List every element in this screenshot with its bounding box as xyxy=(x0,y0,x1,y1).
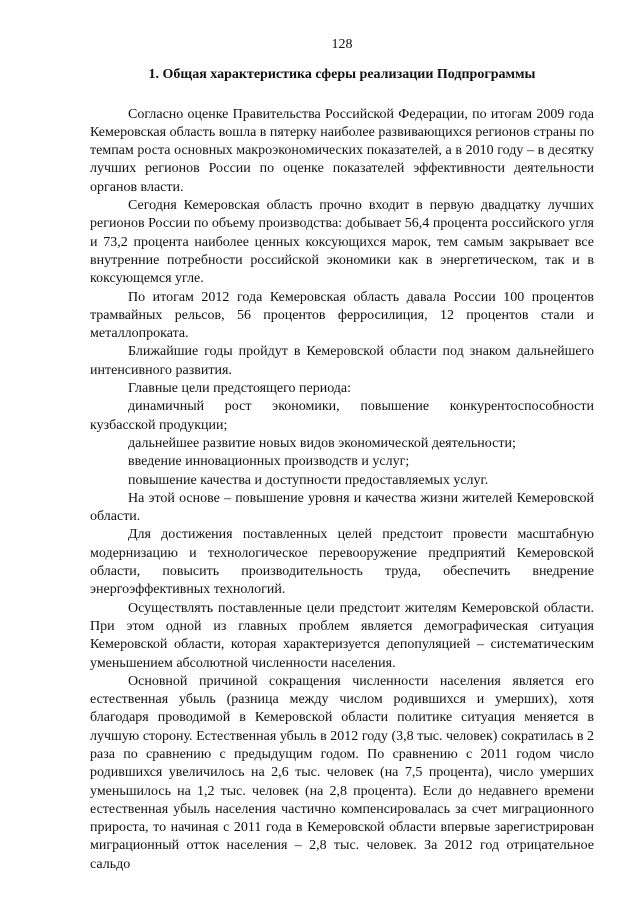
paragraph: На этой основе – повышение уровня и качества жизни жителей Кемеровской области. xyxy=(90,490,594,525)
paragraph: Основной причиной сокращения численности населения является его естественная убыль (разница между числом родившихся и умерших), хотя благодаря проводимой в Кемеровской области политике ситуация меняется в лучшую сторону. Естественная убыль в 2012 году (3,8 тыс. человек) сократилась в 2 раза по сравнению с предыдущим годом. По сравнению с 2011 годом число родившихся увеличилось на 2,6 тыс. человек (на 7,5 процента), число умерших уменьшилось на 1,2 тыс. человек (на 2,8 процента). Если до недавнего времени естественная убыль населения частично компенсировалась за счет миграционного прироста, то начиная с 2011 года в Кемеровской области впервые зарегистрирован миграционный отток населения – 2,8 тыс. человек. За 2012 год отрицательное сальдо xyxy=(90,673,594,872)
list-item: повышение качества и доступности предоставляемых услуг. xyxy=(128,472,489,488)
paragraph: Осуществлять поставленные цели предстоит жителям Кемеровской области. При этом одной из главных проблем является демографическая ситуация Кемеровской области, которая характеризуется депопуляцией – систематическим уменьшением абсолютной численности населения. xyxy=(90,600,594,671)
paragraph: Согласно оценке Правительства Российской Федерации, по итогам 2009 года Кемеровская область вошла в пятерку наиболее развивающихся регионов страны по темпам роста основных макроэкономических показателей, а в 2010 году – в десятку лучших регионов России по оценке показателей эффективности деятельности органов власти. xyxy=(90,106,594,195)
paragraph: Главные цели предстоящего периода: xyxy=(128,381,352,397)
list-item: дальнейшее развитие новых видов экономической деятельности; xyxy=(128,435,516,451)
paragraph: Сегодня Кемеровская область прочно входит в первую двадцатку лучших регионов России по объему производства: добывает 56,4 процента российского угля и 73,2 процента наиболее ценных коксующихся марок, тем самым закрывает все внутренние потребности российской экономики как в энергетическом, так и в коксующемся угле. xyxy=(90,198,594,287)
document-page xyxy=(90,36,594,874)
paragraph: Ближайшие годы пройдут в Кемеровской области под знаком дальнейшего интенсивного развития. xyxy=(90,344,594,378)
paragraph: Для достижения поставленных целей предстоит провести масштабную модернизацию и технологическое перевооружение предприятий Кемеровской области, повысить производительность труда, обеспечить внедрение энергоэффективных технологий. xyxy=(90,527,594,598)
page-number: 128 xyxy=(331,37,353,52)
paragraph: По итогам 2012 года Кемеровская область давала России 100 процентов трамвайных рельсов, 56 процентов ферросилиция, 12 процентов стали и металлопроката. xyxy=(90,289,594,342)
section-heading: 1. Общая характеристика сферы реализации Подпрограммы xyxy=(148,67,536,83)
list-item: динамичный рост экономики, повышение конкурентоспособности кузбасской продукции; xyxy=(90,399,594,433)
list-item: введение инновационных производств и услуг; xyxy=(128,454,410,470)
